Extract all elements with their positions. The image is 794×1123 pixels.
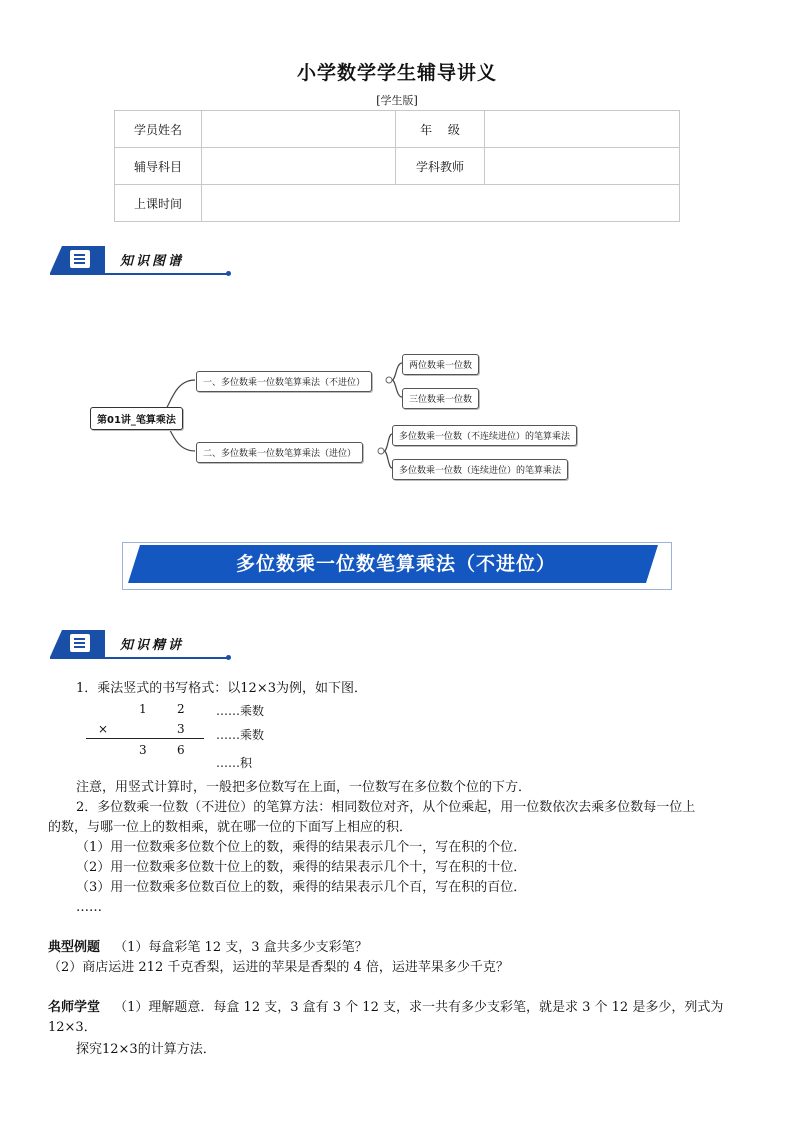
- notepad-icon: [50, 630, 105, 657]
- ellipsis: ……: [76, 900, 102, 915]
- result-line: [86, 738, 204, 739]
- student-name-field[interactable]: [202, 111, 396, 148]
- mind-map-leaf: 三位数乘一位数: [402, 388, 479, 409]
- mind-map-branch-1: 一、多位数乘一位数笔算乘法（不进位）: [196, 371, 372, 392]
- example-label: 典型例题: [48, 940, 101, 955]
- page-title: 小学数学学生辅导讲义: [296, 62, 497, 84]
- paragraph: 1．乘法竖式的书写格式：以12×3为例，如下图．: [76, 681, 367, 696]
- example-block: [48, 938, 368, 958]
- notepad-icon: [50, 246, 105, 273]
- subject-field[interactable]: [202, 148, 396, 185]
- grade-label: 年 级: [396, 111, 485, 148]
- section-heading-knowledge-map: [50, 246, 230, 276]
- tip-text: 探究12×3的计算方法．: [76, 1042, 216, 1057]
- annotation: ……乘数: [216, 704, 265, 718]
- subject-label: 辅导科目: [115, 148, 202, 185]
- step: （2）用一位数乘多位数十位上的数，乘得的结果表示几个十，写在积的十位．: [76, 860, 527, 875]
- class-time-label: 上课时间: [115, 185, 202, 222]
- vertical-multiplication: [0, 700, 794, 772]
- teacher-field[interactable]: [485, 148, 680, 185]
- paragraph: 2．多位数乘一位数（不进位）的笔算方法：相同数位对齐，从个位乘起，用一位数依次去乘多位数每一位上: [76, 800, 696, 815]
- paragraph: 的数，与哪一位上的数相乘，就在哪一位的下面写上相应的积．: [48, 820, 413, 835]
- paragraph: 注意，用竖式计算时，一般把多位数写在上面，一位数写在多位数个位的下方．: [76, 780, 532, 795]
- annotation: ……乘数: [216, 728, 265, 742]
- times-sign: ×: [98, 722, 109, 736]
- example-question: （1）每盒彩笔 12 支，3 盒共多少支彩笔？: [114, 940, 368, 955]
- topic-banner-text: 多位数乘一位数笔算乘法（不进位）: [235, 553, 556, 575]
- digit: 1: [139, 702, 147, 716]
- tip-label: 名师学堂: [48, 1000, 101, 1015]
- topic-banner: [122, 542, 670, 588]
- section-label: 知识精讲: [120, 638, 185, 653]
- digit: 3: [139, 743, 147, 757]
- mind-map-leaf: 多位数乘一位数（不连续进位）的笔算乘法: [392, 425, 577, 446]
- class-time-field[interactable]: [202, 185, 680, 222]
- digit: 2: [177, 702, 185, 716]
- mind-map-root: 第01讲_笔算乘法: [90, 407, 183, 430]
- student-name-label: 学员姓名: [115, 111, 202, 148]
- mind-map-leaf: 两位数乘一位数: [402, 354, 479, 375]
- example-question: （2）商店运进 212 千克香梨，运进的苹果是香梨的 4 倍，运进苹果多少千克？: [48, 960, 509, 975]
- section-heading-knowledge-explain: [50, 630, 230, 660]
- step: （3）用一位数乘多位数百位上的数，乘得的结果表示几个百，写在积的百位．: [76, 880, 527, 895]
- mind-map-leaf: 多位数乘一位数（连续进位）的笔算乘法: [392, 459, 568, 480]
- step: （1）用一位数乘多位数个位上的数，乘得的结果表示几个一，写在积的个位．: [76, 840, 527, 855]
- section-label: 知识图谱: [120, 254, 185, 269]
- digit: 6: [177, 743, 185, 757]
- edition-label: [学生版]: [376, 94, 418, 107]
- mind-map-branch-2: 二、多位数乘一位数笔算乘法（进位）: [196, 442, 363, 463]
- annotation: ……积: [216, 756, 253, 770]
- grade-field[interactable]: [485, 111, 680, 148]
- tip-text: 12×3．: [48, 1020, 97, 1035]
- tip-block: [48, 998, 748, 1018]
- tip-text: （1）理解题意．每盒 12 支，3 盒有 3 个 12 支，求一共有多少支彩笔，就是求 3 个 12 是多少，列式为: [114, 1000, 724, 1015]
- digit: 3: [177, 722, 185, 736]
- teacher-label: 学科教师: [396, 148, 485, 185]
- student-info-table: [114, 110, 680, 222]
- mind-map: [0, 330, 794, 500]
